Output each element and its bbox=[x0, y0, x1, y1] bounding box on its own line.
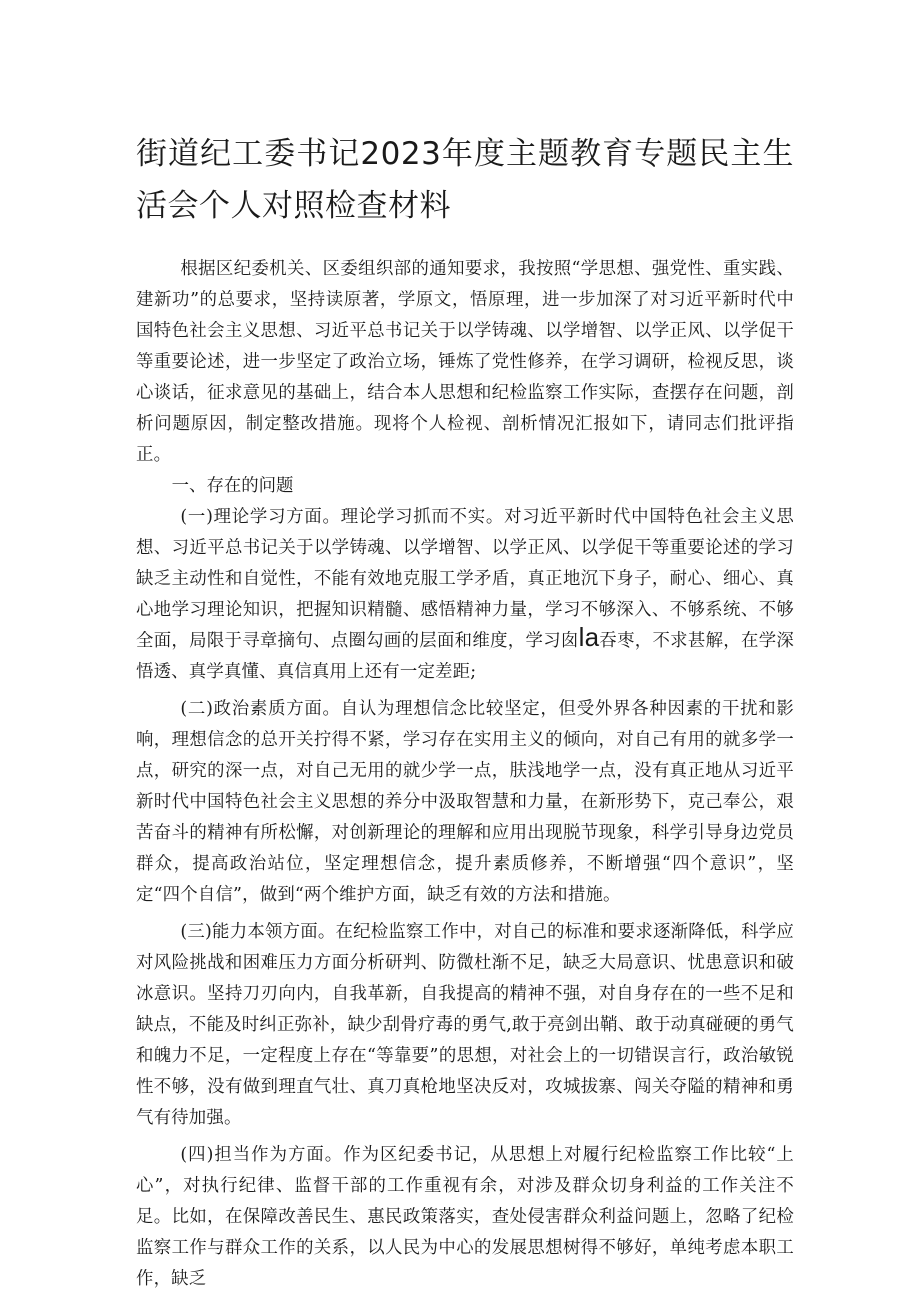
section-heading-problems: 一、存在的问题 bbox=[171, 476, 294, 496]
ocr-artifact-la: la bbox=[578, 622, 600, 652]
ability-paragraph: (三)能力本领方面。在纪检监察工作中，对自己的标准和要求逐渐降低，科学应对风险挑战和困难压力方面分析研判、防微杜渐不足，缺乏大局意识、忧患意识和破冰意识。坚持刀刃向内，自我革新，自我提高的精神不强，对自身存在的一些不足和缺点，不能及时纠正弥补，缺少刮骨疗毒的勇气,敢于亮剑出鞘、敢于动真碰硬的勇气和魄力不足，一定程度上存在“等靠要”的思想，对社会上的一切错误言行，政治敏锐性不够，没有做到理直气壮、真刀真枪地坚决反对，攻城拔寨、闯关夺隘的精神和勇气有待加强。 bbox=[136, 922, 794, 1128]
theory-study-paragraph bbox=[136, 502, 794, 688]
political-quality-paragraph: (二)政治素质方面。自认为理想信念比较坚定，但受外界各种因素的干扰和影响，理想信念的总开关拧得不紧，学习存在实用主义的倾向，对自己有用的就多学一点，研究的深一点，对自己无用的就少学一点，肤浅地学一点，没有真正地从习近平新时代中国特色社会主义思想的养分中汲取智慧和力量，在新形势下，克己奉公，艰苦奋斗的精神有所松懈，对创新理论的理解和应用出现脱节现象，科学引导身边党员群众，提高政治站位，坚定理想信念，提升素质修养，不断增强“四个意识”，坚定“四个自信”，做到“两个维护方面，缺乏有效的方法和措施。 bbox=[136, 699, 794, 905]
theory-study-text-end: 吞枣，不求甚解，在学深悟透、真学真懂、真信真用上还有一定差距; bbox=[136, 631, 794, 682]
intro-paragraph: 根据区纪委机关、区委组织部的通知要求，我按照“学思想、强党性、重实践、建新功”的总要求，坚持读原著，学原文，悟原理，进一步加深了对习近平新时代中国特色社会主义思想、习近平总书记关于以学铸魂、以学增智、以学正风、以学促干等重要论述，进一步坚定了政治立场，锤炼了党性修养，在学习调研，检视反思，谈心谈话，征求意见的基础上，结合本人思想和纪检监察工作实际，查摆存在问题，剖析问题原因，制定整改措施。现将个人检视、剖析情况汇报如下，请同志们批评指正。 bbox=[136, 259, 794, 465]
document-title: 街道纪工委书记2023年度主题教育专题民主生活会个人对照检查材料 bbox=[136, 136, 794, 224]
document-page bbox=[136, 128, 794, 1295]
theory-study-text-start: (一)理论学习方面。理论学习抓而不实。对习近平新时代中国特色社会主义思想、习近平总书记关于以学铸魂、以学增智、以学正风、以学促干等重要论述的学习缺乏主动性和自觉性，不能有效地克服工学矛盾，真正地沉下身子，耐心、细心、真心地学习理论知识，把握知识精髓、感悟精神力量，学习不够深入、不够系统、不够全面，局限于寻章摘句、点圈勾画的层面和维度，学习囱 bbox=[136, 507, 794, 651]
responsibility-paragraph: (四)担当作为方面。作为区纪委书记，从思想上对履行纪检监察工作比较“上心”，对执行纪律、监督干部的工作重视有余，对涉及群众切身利益的工作关注不足。比如，在保障改善民生、惠民政策落实，查处侵害群众利益问题上，忽略了纪检监察工作与群众工作的关系，以人民为中心的发展思想树得不够好，单纯考虑本职工作，缺乏 bbox=[136, 1145, 794, 1289]
